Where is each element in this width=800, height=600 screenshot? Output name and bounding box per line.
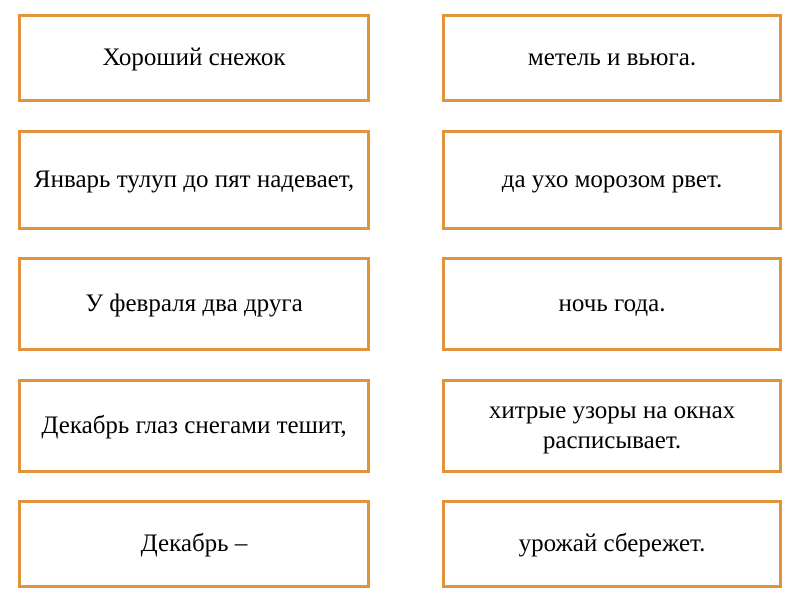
left-card-1-text: Хороший снежок [102,44,286,72]
right-card-3-text: ночь года. [558,290,666,318]
right-card-2[interactable] [442,130,782,230]
left-card-3[interactable] [18,257,370,351]
left-card-4-text: Декабрь глаз снегами тешит, [41,411,347,439]
left-card-5-text: Декабрь – [140,530,248,558]
left-card-2[interactable] [18,130,370,230]
left-card-5[interactable] [18,500,370,588]
right-card-4-text: хитрые узоры на окнах расписывает. [488,397,736,454]
right-card-4[interactable] [442,379,782,473]
right-card-5[interactable] [442,500,782,588]
left-column [18,14,370,588]
right-column [442,14,782,588]
right-card-2-text: да ухо морозом рвет. [501,165,723,193]
left-card-3-text: У февраля два друга [85,290,303,318]
right-card-1[interactable] [442,14,782,102]
left-card-1[interactable] [18,14,370,102]
left-card-4[interactable] [18,379,370,473]
left-card-2-text: Январь тулуп до пят надевает, [33,165,355,193]
right-card-1-text: метель и вьюга. [527,44,697,72]
right-card-5-text: урожай сбережет. [518,530,706,558]
right-card-3[interactable] [442,257,782,351]
